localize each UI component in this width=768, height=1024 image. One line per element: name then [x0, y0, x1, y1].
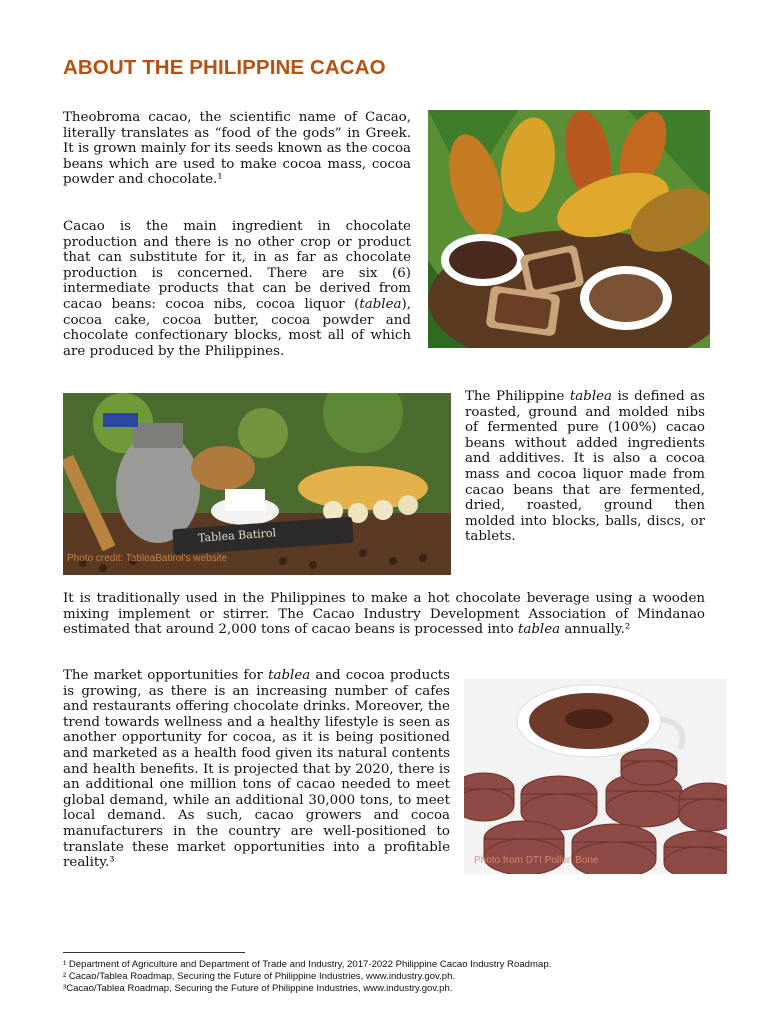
tablea-product-label: Tablea Batirol: [197, 526, 277, 545]
footnote-1: ¹ Department of Agriculture and Department of Trade and Industry, 2017-2022 Philippine Cacao Industry Roadmap.: [63, 959, 552, 970]
products-paragraph: [63, 219, 411, 359]
text-span: annually.²: [560, 622, 631, 638]
text-span: The market opportunities for: [63, 668, 269, 683]
tablea-batirol-image: [63, 393, 451, 575]
italic-term: tablea: [359, 296, 402, 312]
footnote-2: ² Cacao/Tablea Roadmap, Securing the Future of Philippine Industries, www.industry.gov.ph.: [63, 971, 456, 982]
text-span: Cacao is the main ingredient in chocolate production and there is no other crop or product that can substitute for it, in as far as chocolate production is concerned. There are six (6) intermediate products that can be derived from cacao beans: cocoa nibs, cocoa liquor (: [63, 219, 411, 312]
text-span: is defined as roasted, ground and molded nibs of fermented pure (100%) cacao beans without added ingredients and additives. It is also a cocoa mass and cocoa liquor made from cacao beans that are fermented, dried, roasted, ground then molded into blocks, balls, discs, or tablets.: [465, 389, 706, 545]
cacao-pods-image: [428, 110, 710, 348]
hot-chocolate-image: [464, 679, 727, 874]
text-span: ), cocoa cake, cocoa butter, cocoa powder and chocolate confectionary blocks, most all of which are produced by the Philippines.: [63, 296, 411, 359]
traditional-use-paragraph: [63, 591, 705, 638]
footnotes: [63, 959, 703, 995]
market-opportunities-paragraph: [63, 668, 450, 871]
footnote-3: ³Cacao/Tablea Roadmap, Securing the Future of Philippine Industries, www.industry.gov.ph.: [63, 983, 453, 994]
text-span: The Philippine: [465, 389, 570, 404]
italic-term: tablea: [569, 389, 613, 404]
text-span: and cocoa products is growing, as there is an increasing number of cafes and restaurants offering chocolate drinks. Moreover, the trend towards wellness and a healthy lifestyle is seen as another opportunity for cocoa, as it is being positioned and marketed as a health food given its natural contents and health benefits. It is projected that by 2020, there is an additional one million tons of cacao needed to meet global demand, while an additional 30,000 tons, to meet local demand. As such, cacao growers and cocoa manufacturers in the country are well-positioned to translate these market opportunities into a profitable reality.³: [63, 668, 450, 871]
italic-term: tablea: [517, 622, 561, 638]
tablea-definition-paragraph: [465, 389, 705, 545]
photo-credit-caption: Photo credit: TableaBatirol's website: [67, 553, 228, 564]
intro-paragraph: Theobroma cacao, the scientific name of Cacao, literally translates as “food of the gods” in Greek. It is grown mainly for its seeds known as the cocoa beans which are used to make cocoa mass, cocoa powder and chocolate.¹: [63, 110, 411, 188]
italic-term: tablea: [268, 668, 311, 683]
page-title: ABOUT THE PHILIPPINE CACAO: [63, 56, 386, 79]
photo-credit-caption: Photo from DTI Pollon Bone: [474, 855, 599, 866]
text-span: It is traditionally used in the Philippines to make a hot chocolate beverage using a wooden mixing implement or stirrer. The Cacao Industry Development Association of Mindanao estimated that around 2,000 tons of cacao beans is processed into: [63, 591, 705, 638]
footnote-divider: [63, 952, 245, 953]
